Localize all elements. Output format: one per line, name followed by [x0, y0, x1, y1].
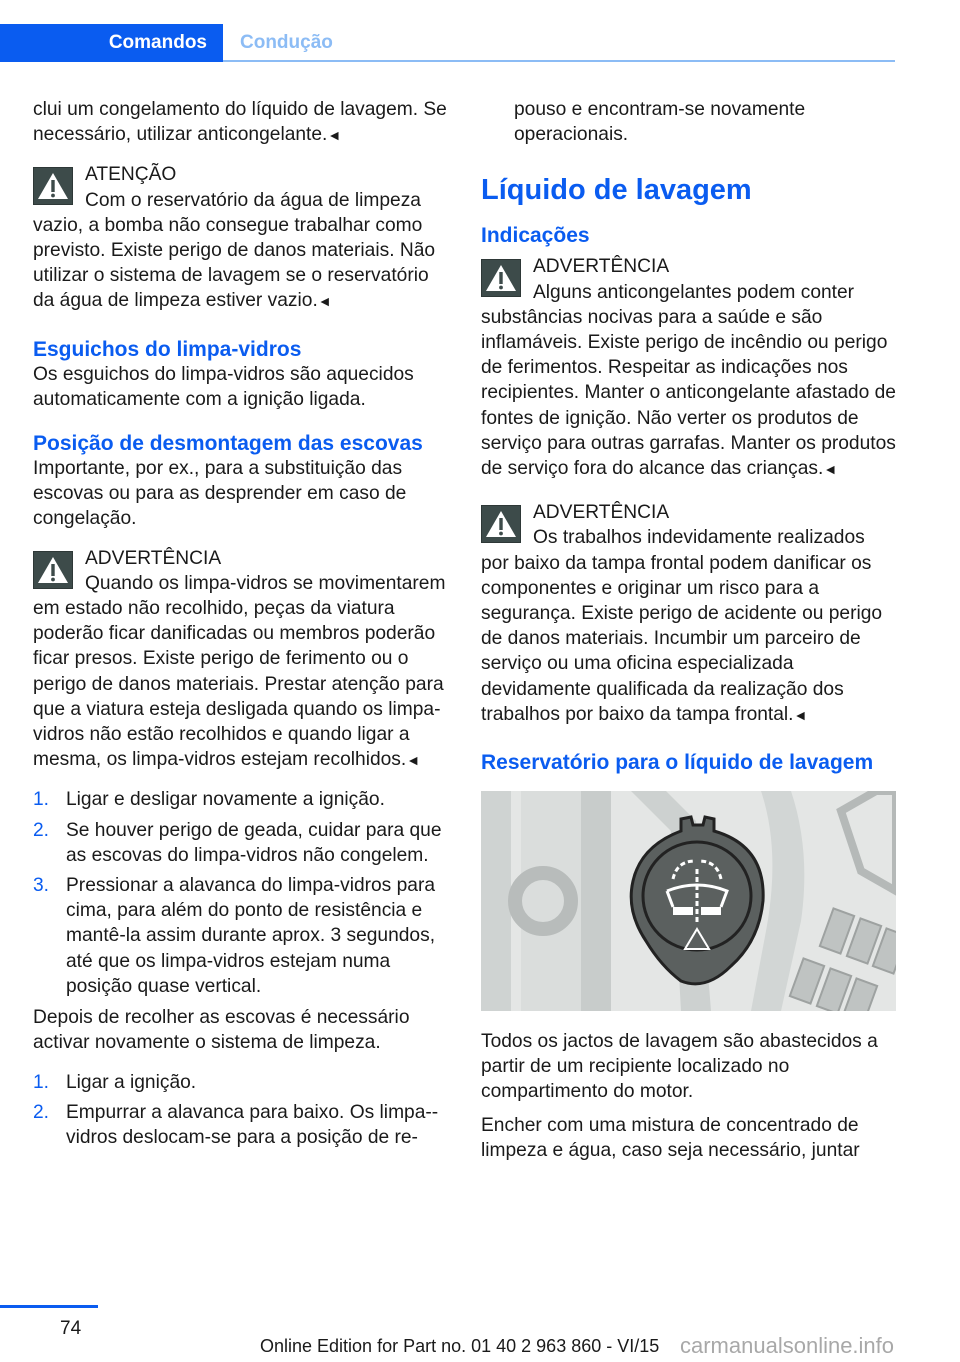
list-item: 1. Ligar a ignição. — [33, 1071, 197, 1093]
watermark: carmanualsonline.info — [680, 1333, 895, 1358]
page-number: 74 — [60, 1318, 82, 1339]
tab-conducao[interactable] — [240, 24, 333, 62]
reservoir-text-2: Encher com uma mistura de concentrado de limpeza e água, caso seja necessário, juntar — [481, 1114, 860, 1161]
warning-text: Os trabalhos indevidamente realizados por baixo da tampa frontal podem danificar os componentes e originar um risco para a segurança. Existe perigo de acidente ou perigo de danos materiais. Incumbir um parceiro de serviço ou uma oficina especializada devidamente qualificada da realização dos trabalhos por baixo da tampa frontal. — [481, 527, 883, 725]
warning-triangle-icon — [33, 551, 73, 589]
warning-title: ATENÇÃO — [85, 164, 177, 186]
warning-title: ADVERTÊNCIA — [533, 256, 670, 278]
end-marker-icon: ◄ — [793, 706, 808, 723]
after-text: Depois de recolher as escovas é necessário activar novamente o sistema de limpeza. — [33, 1007, 410, 1054]
warning-block-anticongelantes — [481, 254, 897, 482]
steps-list-2 — [33, 1070, 449, 1151]
end-marker-icon: ◄ — [823, 461, 838, 478]
section-heading-reservatorio: Reservatório para o líquido de lavagem — [481, 751, 874, 775]
intro-paragraph: clui um congelamento do líquido de lavagem. Se necessário, utilizar anticongelante.◄ — [33, 99, 447, 146]
end-marker-icon: ◄ — [317, 293, 332, 310]
list-item: 1. Ligar e desligar novamente a ignição. — [33, 789, 385, 811]
footer-accent-line — [0, 1305, 98, 1308]
end-marker-icon: ◄ — [327, 127, 342, 144]
right-column — [481, 97, 897, 1171]
section-text: Os esguichos do limpa-vidros são aquecidos automaticamente com a ignição ligada. — [33, 363, 414, 410]
tab-conducao-label: Condução — [240, 32, 333, 53]
page-section-title: Líquido de lavagem — [481, 174, 752, 207]
list-item: 3. Pressionar a alavanca do limpa-vidros para cima, para além do ponto de resistência e mantê-la assim durante aprox. 3 segundos, até que os limpa-vidros estejam numa posição quase vertical. — [33, 875, 436, 997]
washer-fluid-reservoir-image — [481, 791, 896, 1011]
left-column — [33, 97, 449, 1156]
warning-block-tampa-frontal — [481, 500, 897, 728]
warning-triangle-icon — [481, 505, 521, 543]
warning-block-advertencia — [33, 546, 449, 774]
warning-triangle-icon — [481, 259, 521, 297]
warning-triangle-icon — [33, 167, 73, 205]
list-item: 2. Se houver perigo de geada, cuidar para que as escovas do limpa-vidros não congelem. — [33, 819, 442, 866]
warning-text: Alguns anticongelantes podem conter substâncias nocivas para a saúde e são inflamáveis. Existe perigo de incêndio ou perigo de ferimentos. Respeitar as indicações nos recipientes. Manter o anticongelante afastado de fontes de ignição. Não verter os produtos de serviço para outras garrafas. Manter os produtos de serviço fora do alcance das crianças. — [481, 281, 896, 480]
reservoir-text-1: Todos os jactos de lavagem são abastecidos a partir de um recipiente localizado no compartimento do motor. — [481, 1031, 878, 1103]
tab-comandos-label: Comandos — [108, 32, 207, 53]
header-divider — [223, 60, 895, 62]
warning-text: Com o reservatório da água de limpeza vazio, a bomba não consegue trabalhar como previsto. Existe perigo de danos materiais. Não utilizar o sistema de lavagem se o reservatório da água de limpeza estiver vazio. — [33, 189, 436, 312]
reservoir-cap-illustration-icon — [481, 791, 896, 1011]
section-text: Importante, por ex., para a substituição das escovas ou para as desprender em caso de congelação. — [33, 458, 407, 530]
warning-text: Quando os limpa-vidros se movimentarem em estado não recolhido, peças da viatura poderão ficar danificadas ou membros poderão ficar presos. Existe perigo de ferimento ou o perigo de danos materiais. Prestar atenção para que a viatura esteja desligada quando os limpa-vidros não estão recolhidos e quando ligar a mesma, os limpa-vidros estejam recolhidos. — [33, 572, 446, 771]
list-item: 2. Empurrar a alavanca para baixo. Os limpa--vidros deslocam-se para a posição de re- — [33, 1101, 439, 1148]
steps-list-1 — [33, 787, 449, 999]
continuation-text: pouso e encontram-se novamente operacionais. — [514, 99, 806, 146]
subheading-indicacoes: Indicações — [481, 224, 590, 248]
end-marker-icon: ◄ — [406, 752, 421, 769]
edition-text: Online Edition for Part no. 01 40 2 963 860 - VI/15 — [260, 1336, 660, 1356]
warning-title: ADVERTÊNCIA — [533, 502, 670, 524]
section-heading-esguichos: Esguichos do limpa-vidros — [33, 337, 302, 361]
warning-title: ADVERTÊNCIA — [85, 547, 222, 569]
tab-comandos[interactable] — [0, 24, 223, 62]
section-heading-posicao: Posição de desmontagem das escovas — [33, 432, 423, 456]
warning-block-atencao — [33, 162, 449, 314]
